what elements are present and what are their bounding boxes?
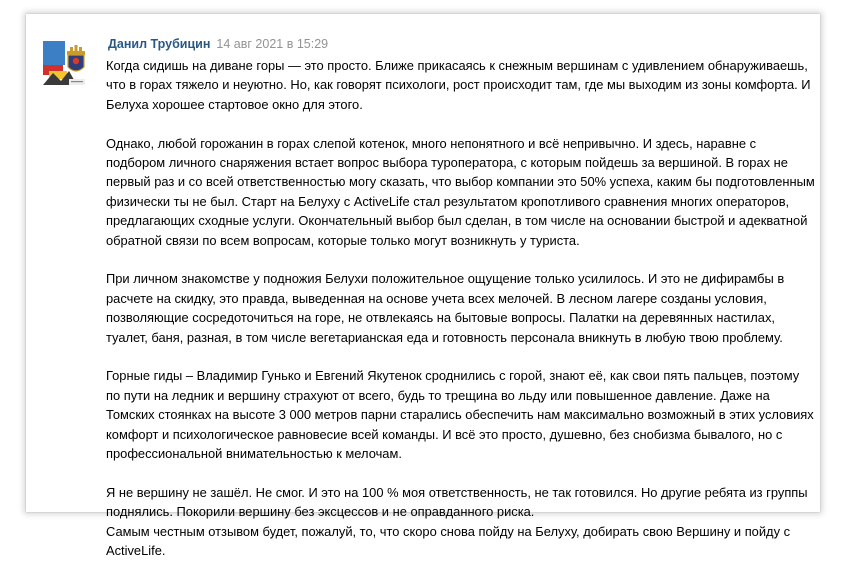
comment-header xyxy=(108,36,328,52)
comment-paragraph: Я не вершину не зашёл. Не смог. И это на 100 % моя ответственность, не так готовился. Но другие ребята из группы поднялись. Покорили вершину без эксцессов и не оправданного риска. xyxy=(106,484,808,520)
comment-paragraph: Когда сидишь на диване горы — это просто. Ближе прикасаясь к снежным вершинам с удивлением обнаруживаешь, что в горах тяжело и неуютно. Но, как говорят психологи, рост происходит там, где мы выходим из зоны комфорта. И Белуха хорошее стартовое окно для этого. xyxy=(106,58,811,112)
comment-text xyxy=(106,56,816,561)
avatar-image xyxy=(43,41,93,91)
comment-card xyxy=(26,14,820,559)
comment-paragraph: Горные гиды – Владимир Гунько и Евгений Якутенок сроднились с горой, знают её, как свои пять пальцев, поэтому по пути на ледник и вершину страхуют от всего, будь то трещина во льду или повышенное давление. Даже на Томских стоянках на высоте 3 000 метров парни старались обеспечить нам максимально возможный в этих условиях комфорт и психологическое равновесие всей команды. И всё это просто, душевно, без снобизма бывалого, но с профессиональной внимательностью к мелочам. xyxy=(106,368,814,462)
author-name[interactable]: Данил Трубицин xyxy=(108,37,211,51)
comment-paragraph: Самым честным отзывом будет, пожалуй, то, что скоро снова пойду на Белуху, добирать свою Вершину и пойду с ActiveLife. xyxy=(106,523,791,559)
comment-paragraph: При личном знакомстве у подножия Белухи положительное ощущение только усилилось. И это не дифирамбы в расчете на скидку, это правда, выведенная на основе учета всех мелочей. В лесном лагере созданы условия, позволяющие сосредоточиться на горе, не отвлекаясь на бытовые вопросы. Палатки на деревянных настилах, туалет, баня, разная, в том числе вегетарианская еда и готовность персонала вникнуть в любую твою проблему. xyxy=(106,271,785,345)
avatar[interactable] xyxy=(43,41,93,91)
comment-paragraph: Однако, любой горожанин в горах слепой котенок, много непонятного и всё непривычно. И здесь, наравне с подбором личного снаряжения встает вопрос выбора туроператора, с которым пойдешь за вершиной. В горах не первый раз и со всей ответственностью могу сказать, что выбор компании это 50% успеха, каким бы подготовленным физически ты не был. Старт на Белуху с ActiveLife стал результатом кропотливого сравнения многих операторов, предлагающих сходные услуги. Окончательный выбор был сделан, в том числе на основании быстрой и адекватной обратной связи по всем вопросам, которые только могут возникнуть у туриста. xyxy=(106,135,815,248)
comment-date[interactable]: 14 авг 2021 в 15:29 xyxy=(216,37,329,51)
